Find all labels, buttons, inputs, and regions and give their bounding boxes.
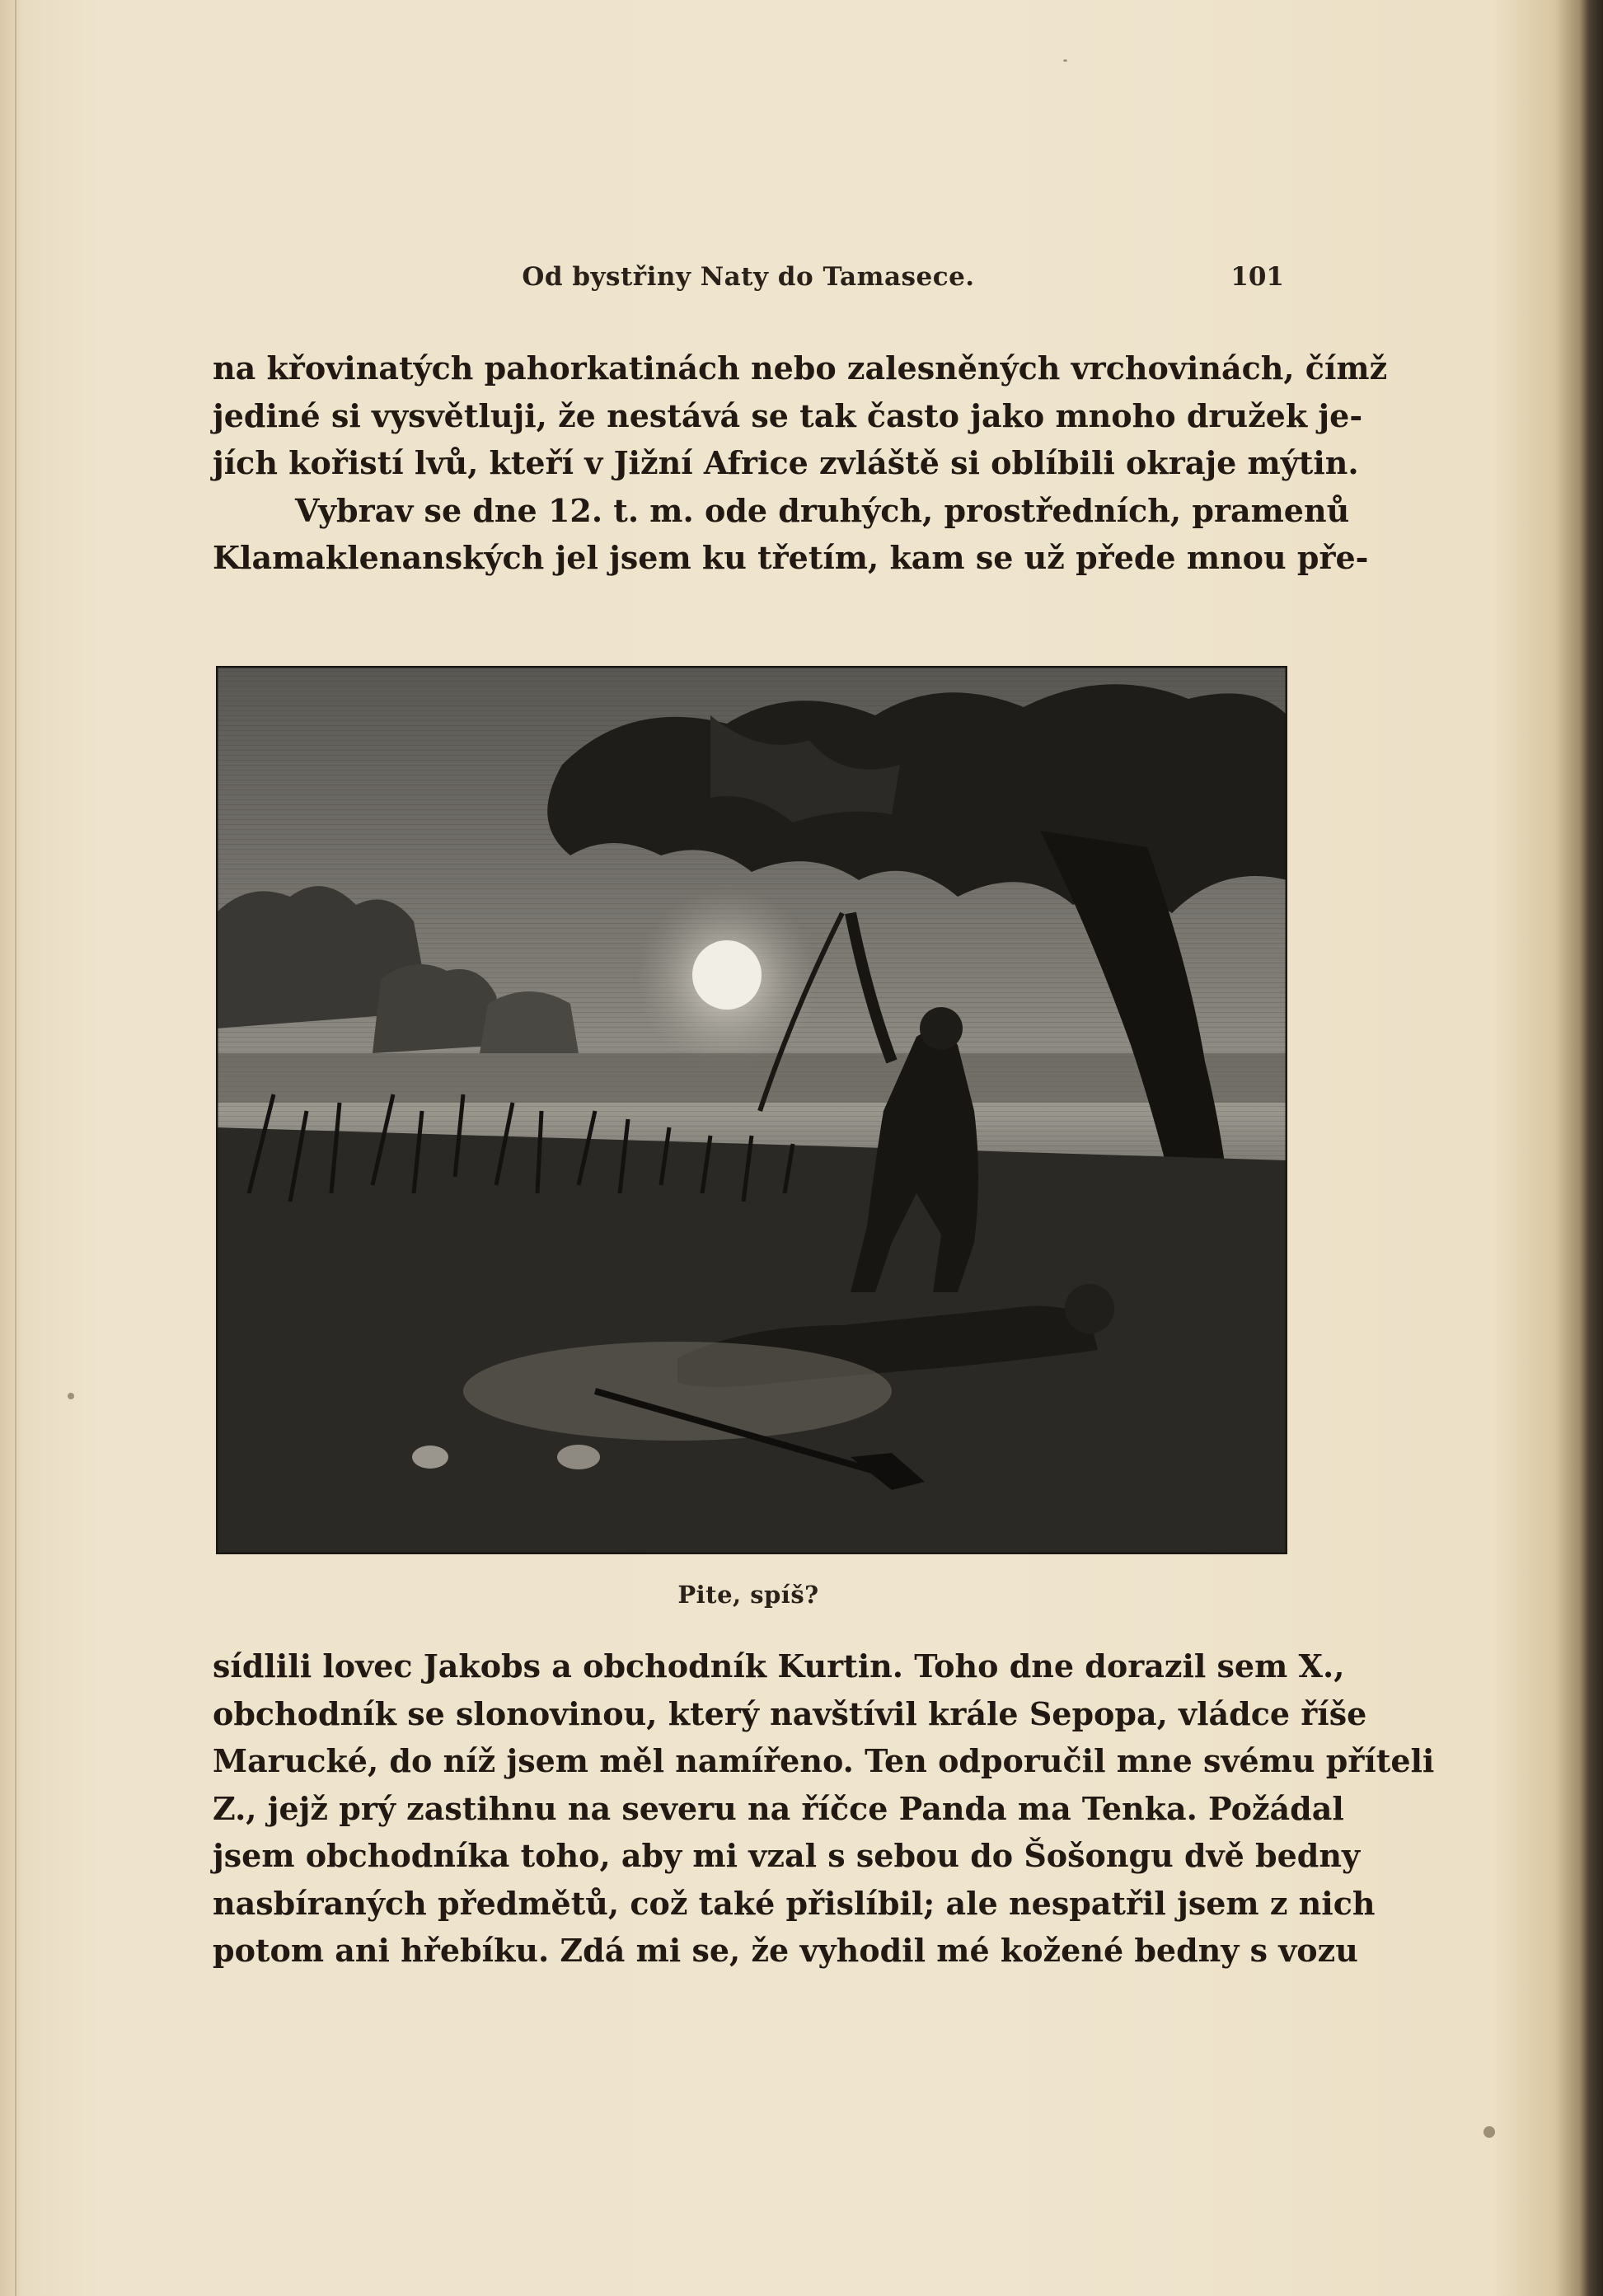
text-line: Marucké, do níž jsem měl namířeno. Ten odporučil mne svému příteli [213, 1742, 1435, 1779]
text-line: Vybrav se dne 12. t. m. ode druhých, prostředních, pramenů [295, 491, 1350, 529]
text-line: jediné si vysvětluji, že nestává se tak často jako mnoho družek je- [213, 396, 1363, 434]
paper-speck [68, 1393, 74, 1399]
engraving-illustration [216, 666, 1287, 1554]
paper-speck [1483, 2126, 1495, 2138]
engraving-night-scene [216, 666, 1287, 1554]
text-line: sídlili lovec Jakobs a obchodník Kurtin. Toho dne dorazil sem X., [213, 1647, 1345, 1685]
running-head [213, 262, 1284, 303]
text-line: na křovinatých pahorkatinách nebo zalesněných vrchovinách, čímž [213, 349, 1388, 387]
text-line: nasbíraných předmětů, což také přislíbil; ale nespatřil jsem z nich [213, 1884, 1376, 1922]
text-line: potom ani hřebíku. Zdá mi se, že vyhodil mé kožené bedny s vozu [213, 1932, 1358, 1969]
text-line: obchodník se slonovinou, který navštívil krále Sepopa, vládce říše [213, 1694, 1367, 1732]
text-line: Klamaklenanských jel jsem ku třetím, kam se už přede mnou pře- [213, 539, 1369, 576]
text-line: jsem obchodníka toho, aby mi vzal s sebou do Šošongu dvě bedny [213, 1837, 1361, 1874]
text-line: jích kořistí lvů, kteří v Jižní Africe zvláště si oblíbili okraje mýtin. [213, 444, 1359, 481]
illustration-caption: Pite, spíš? [677, 1581, 819, 1609]
text-line: Z., jejž prý zastihnu na severu na říčce Panda ma Tenka. Požádal [213, 1789, 1344, 1827]
body-text-top [213, 344, 1388, 582]
running-head-title: Od bystřiny Naty do Tamasece. [522, 262, 975, 292]
page-number: 101 [1230, 262, 1284, 292]
page-edge-shadow [1580, 0, 1603, 2296]
paper-speck [1063, 59, 1067, 62]
body-text-bottom [213, 1642, 1435, 1975]
